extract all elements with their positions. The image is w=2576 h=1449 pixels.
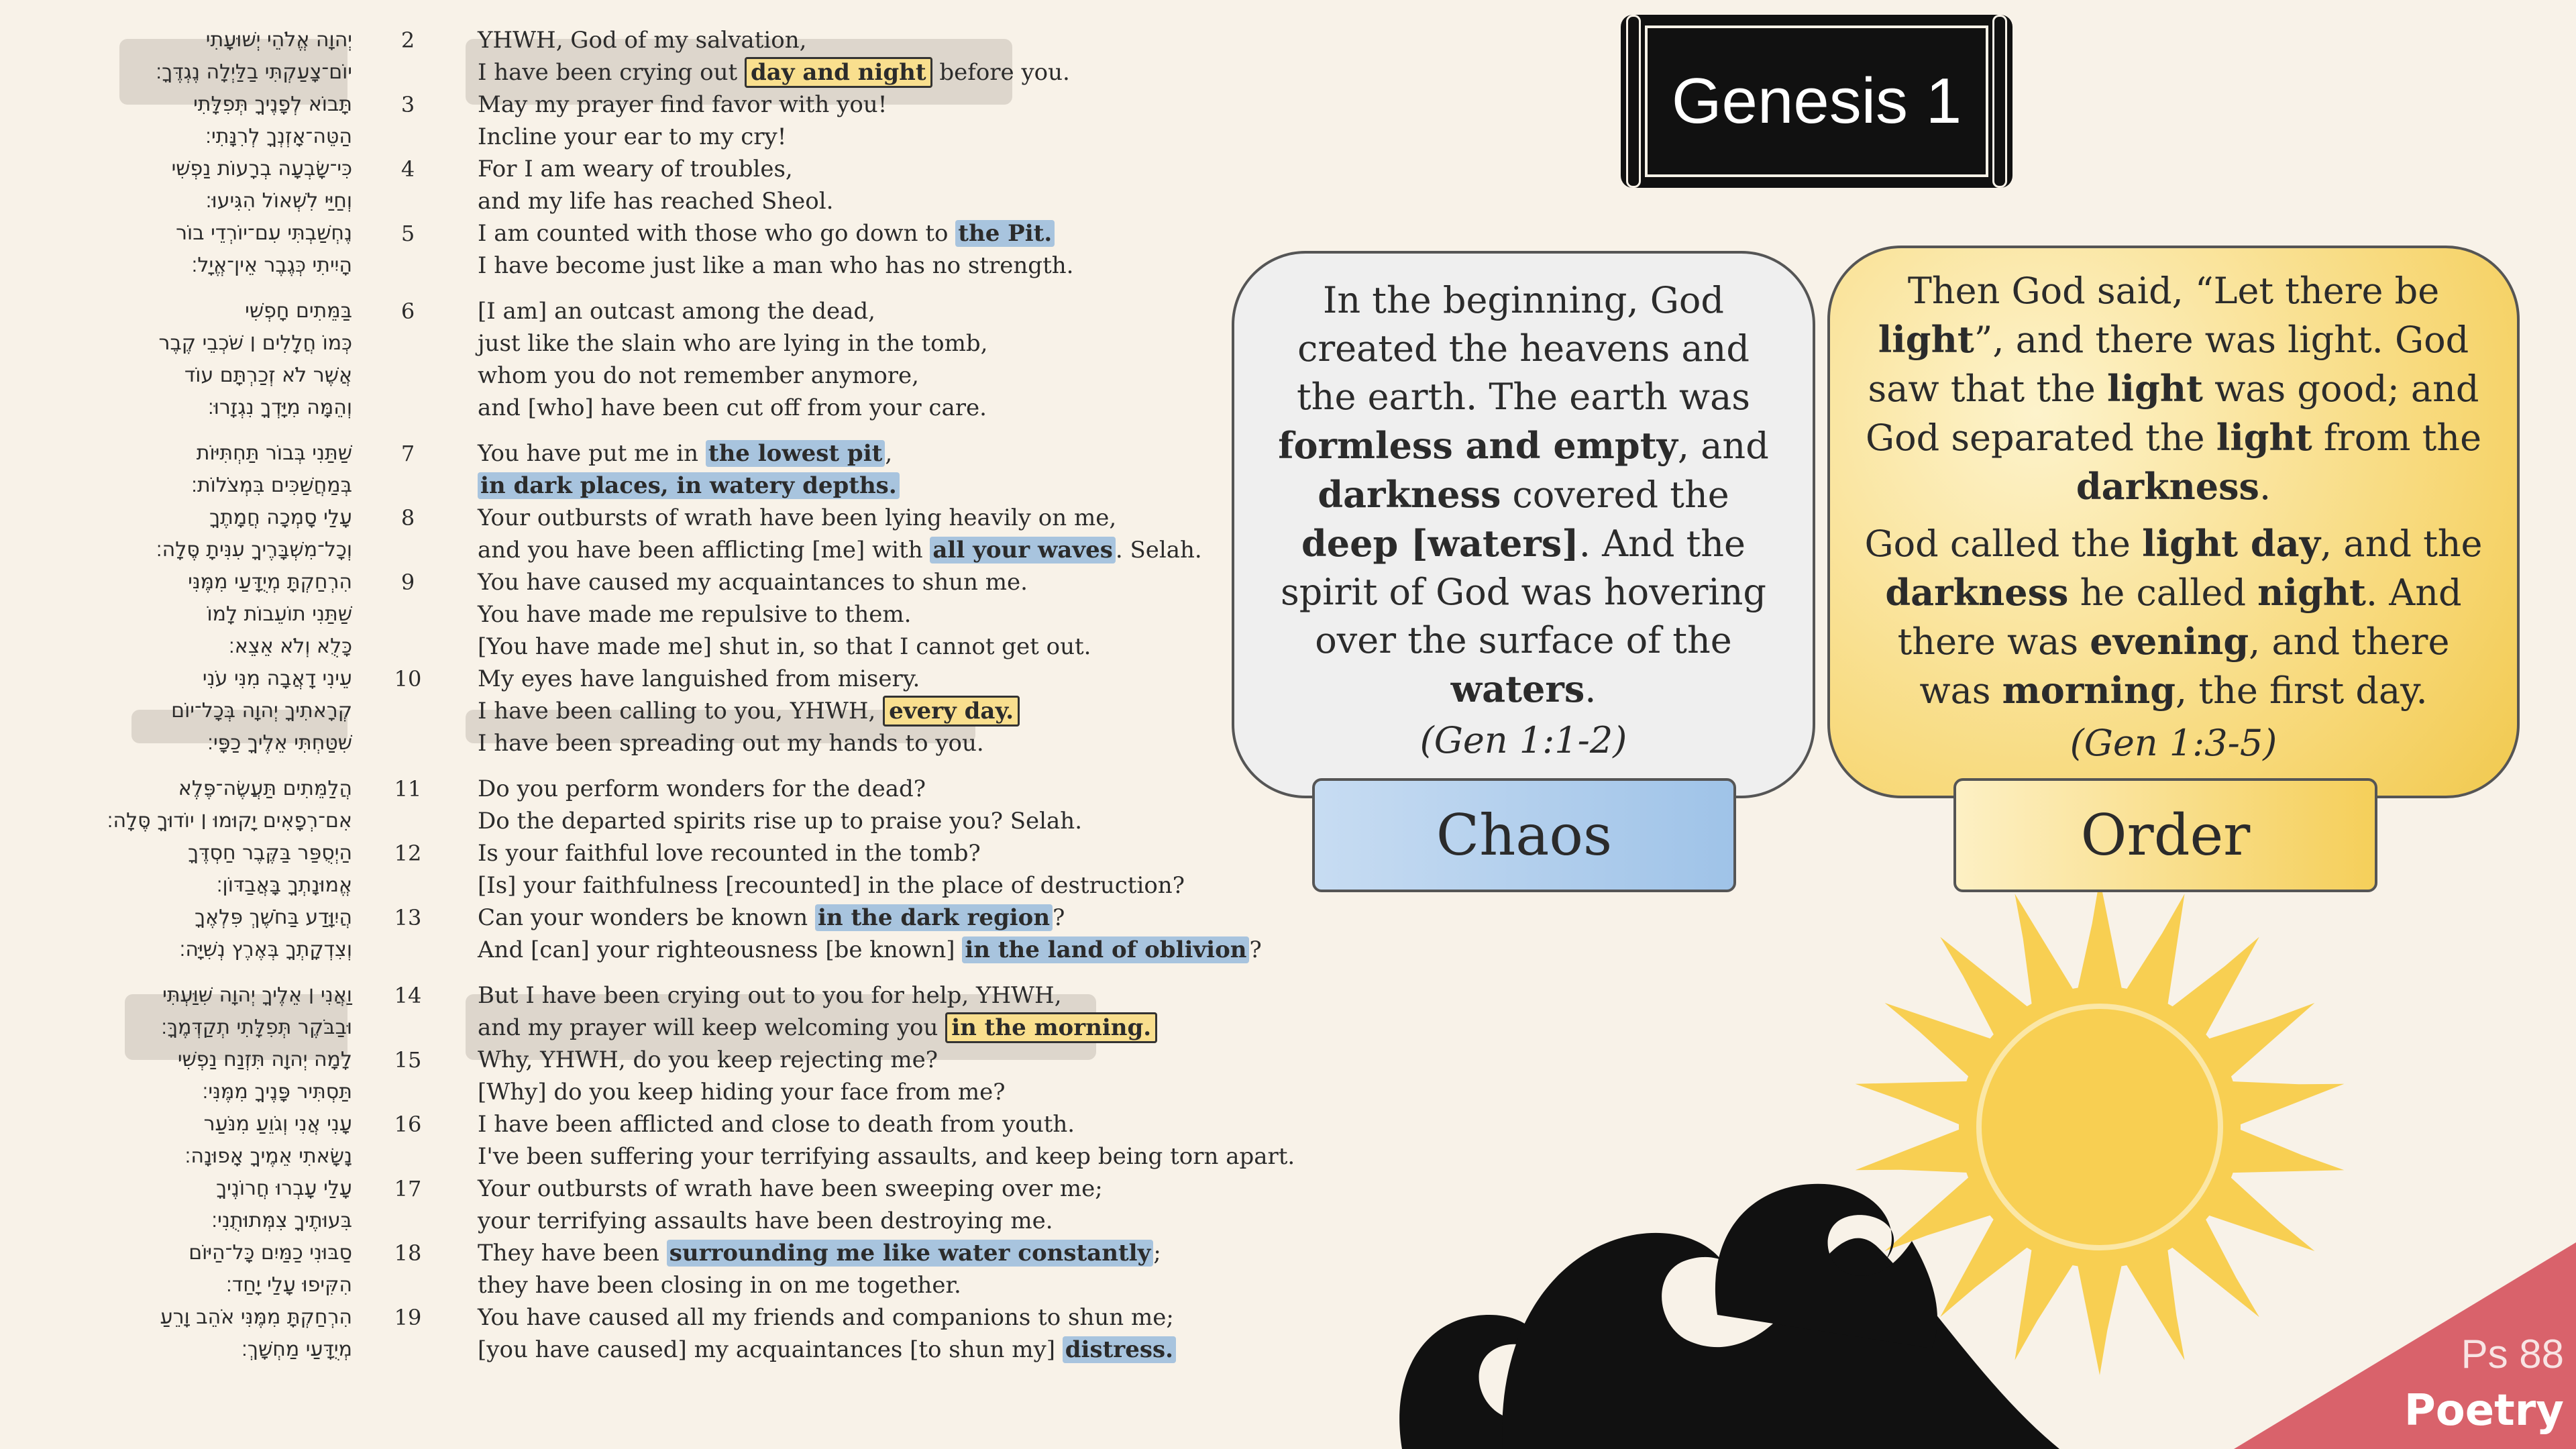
text-segment: . And the spirit of God was hovering over the surface of the — [1280, 523, 1767, 661]
emphasized-word: light — [1878, 318, 1974, 361]
genesis-title-scroll — [1621, 15, 2012, 188]
verse-number: 19 — [394, 1305, 422, 1330]
text-segment: I have been calling to you, YHWH, — [478, 698, 883, 724]
text-segment: and you have been afflicting [me] with — [478, 537, 930, 564]
text-segment: God called the — [1864, 523, 2143, 565]
hebrew-line: נֶחְשַׁבְתִּי עִם־יוֹרְדֵי בוֹר — [176, 221, 352, 245]
text-segment: they have been closing in on me together. — [478, 1272, 961, 1299]
text-segment: . — [1585, 668, 1597, 710]
emphasized-word: light — [2216, 416, 2312, 459]
text-segment: For I am weary of troubles, — [478, 156, 793, 182]
highlighted-phrase: in dark places, in watery depths. — [478, 472, 900, 499]
verse-number: 5 — [400, 221, 415, 246]
verse-number: 17 — [394, 1176, 422, 1201]
verse-number: 11 — [394, 776, 422, 802]
text-segment: Your outbursts of wrath have been sweeping over me; — [478, 1175, 1103, 1202]
text-segment: from the — [2312, 417, 2482, 459]
text-segment: But I have been crying out to you for help, YHWH, — [478, 982, 1062, 1009]
text-segment: Can your wonders be known — [478, 904, 815, 931]
emphasized-word: waters — [1450, 667, 1585, 710]
order-reference: (Gen 1:3-5) — [2070, 722, 2277, 764]
text-segment: [Why] do you keep hiding your face from me? — [478, 1079, 1006, 1106]
verse-number: 9 — [400, 570, 415, 595]
hebrew-line: עֵינִי דָאֲבָה מִנִּי עֹנִי — [202, 667, 352, 690]
text-segment: Why, YHWH, do you keep rejecting me? — [478, 1046, 938, 1073]
hebrew-line: וְהֵמָּה מִיָּדְךָ נִגְזָרוּ׃ — [207, 396, 352, 419]
hebrew-line: אֱמוּנָתְךָ בָּאֲבַדּוֹן׃ — [216, 873, 352, 897]
verse-number: 13 — [394, 905, 422, 930]
emphasized-word: darkness — [1318, 473, 1501, 516]
hebrew-line: נָשָׂאתִי אֵמֶיךָ אָפוּנָה׃ — [184, 1144, 352, 1168]
text-segment: [You have made me] shut in, so that I cannot get out. — [478, 633, 1091, 660]
text-segment: They have been — [478, 1240, 667, 1267]
text-segment: Incline your ear to my cry! — [478, 123, 787, 150]
text-segment: ? — [1249, 936, 1262, 963]
hebrew-line: וּבַבֹּקֶר תְּפִלָּתִי תְקַדְּמֶךָּ׃ — [161, 1016, 352, 1039]
hebrew-line: שִׁטַּחְתִּי אֵלֶיךָ כַפָּי׃ — [207, 731, 352, 755]
highlighted-phrase: the Pit. — [955, 220, 1055, 247]
highlighted-phrase: in the morning. — [945, 1012, 1157, 1043]
highlighted-phrase: in the dark region — [815, 904, 1053, 931]
verse-number: 8 — [400, 505, 415, 531]
hebrew-line: כָּלֻא וְלֹא אֵצֵא׃ — [228, 635, 352, 658]
text-segment: covered the — [1501, 474, 1729, 516]
hebrew-line: וַאֲנִי ׀ אֵלֶיךָ יְהוָה שִׁוַּעְתִּי — [162, 983, 352, 1007]
hebrew-line: יְהוָה אֱלֹהֵי יְשׁוּעָתִי — [205, 28, 352, 52]
text-segment: In the beginning, God created the heavens and the earth. The earth was — [1296, 279, 1751, 418]
hebrew-line: יוֹם־צָעַקְתִּי בַלַּיְלָה נֶגְדֶּךָ׃ — [156, 60, 352, 84]
emphasized-word: darkness — [1885, 571, 2069, 614]
emphasized-word: darkness — [2076, 465, 2259, 508]
text-segment: I've been suffering your terrifying assaults, and keep being torn apart. — [478, 1143, 1295, 1170]
text-segment: You have put me in — [478, 440, 706, 467]
text-segment: [you have caused] my acquaintances [to shun my] — [478, 1336, 1063, 1363]
text-segment: ; — [1153, 1240, 1161, 1267]
emphasized-word: night — [2257, 571, 2366, 614]
emphasized-word: evening — [2090, 620, 2249, 663]
order-text — [1830, 511, 2517, 715]
highlighted-phrase: distress. — [1063, 1336, 1176, 1363]
text-segment: Is your faithful love recounted in the tomb? — [478, 840, 981, 867]
text-segment: You have caused my acquaintances to shun me. — [478, 569, 1028, 596]
hebrew-line: עָלַי עָבְרוּ חֲרוֹנֶיךָ — [216, 1177, 352, 1200]
text-segment: before you. — [932, 59, 1070, 86]
hebrew-line: וְכָל־מִשְׁבָּרֶיךָ עִנִּיתָ סֶּלָה׃ — [156, 538, 352, 561]
highlighted-phrase: in the land of oblivion — [962, 936, 1249, 963]
text-segment: , and — [1677, 425, 1769, 467]
emphasized-word: formless and empty — [1278, 424, 1678, 467]
text-segment: and [who] have been cut off from your care. — [478, 394, 987, 421]
text-segment: , and the — [2320, 523, 2483, 565]
hebrew-line: תַּסְתִּיר פָּנֶיךָ מִמֶּנִּי׃ — [202, 1080, 352, 1104]
genre-label: Poetry — [2404, 1386, 2564, 1436]
text-segment: You have made me repulsive to them. — [478, 601, 912, 628]
verse-number: 6 — [400, 299, 415, 324]
highlighted-phrase: surrounding me like water constantly — [667, 1240, 1154, 1267]
text-segment: ”, and there was light. God saw that the — [1868, 319, 2469, 410]
verse-number: 10 — [394, 666, 422, 692]
text-segment: And [can] your righteousness [be known] — [478, 936, 963, 963]
order-text — [1830, 248, 2517, 511]
order-card — [1827, 246, 2520, 798]
verse-number: 18 — [394, 1240, 422, 1266]
hebrew-line: בַּמֵּתִים חָפְשִׁי — [245, 299, 352, 323]
hebrew-line: וְצִדְקָתְךָ בְּאֶרֶץ נְשִׁיָּה׃ — [179, 938, 352, 961]
hebrew-line: מְיֻדָּעַי מַחְשָׁךְ׃ — [241, 1338, 352, 1361]
order-label: Order — [1953, 778, 2377, 892]
hebrew-line: הַיְסֻפַּר בַּקֶּבֶר חַסְדֶּךָ — [188, 841, 352, 865]
hebrew-line: סַבּוּנִי כַמַּיִם כָּל־הַיּוֹם — [189, 1241, 352, 1265]
hebrew-line: הִרְחַקְתָּ מְיֻדָּעַי מִמֶּנִּי — [188, 570, 352, 594]
chaos-label: Chaos — [1312, 778, 1736, 892]
verse-number: 12 — [394, 841, 422, 866]
hebrew-line: הֲלַמֵּתִים תַּעֲשֶׂה־פֶּלֶא — [178, 777, 352, 800]
text-segment: your terrifying assaults have been destroying me. — [478, 1208, 1053, 1234]
text-segment: just like the slain who are lying in the tomb, — [478, 330, 988, 357]
emphasized-word: light day — [2142, 522, 2321, 565]
hebrew-line: הָיִיתִי כְּגֶבֶר אֵין־אֱיָל׃ — [191, 254, 352, 277]
chaos-text — [1234, 254, 1813, 714]
text-segment: [Is] your faithfulness [recounted] in the place of destruction? — [478, 872, 1185, 899]
text-segment: ? — [1053, 904, 1065, 931]
chaos-reference: (Gen 1:1-2) — [1419, 719, 1627, 761]
emphasized-word: morning — [2002, 669, 2176, 712]
verse-number: 16 — [394, 1112, 422, 1137]
text-segment: , and there was — [1919, 621, 2450, 712]
text-segment: , — [885, 440, 893, 467]
sun-disk — [1959, 986, 2241, 1268]
highlighted-phrase: all your waves — [930, 537, 1115, 564]
hebrew-line: עָלַי סָמְכָה חֲמָתֶךָ — [209, 506, 352, 529]
hebrew-line: כְּמוֹ חֲלָלִים ׀ שֹׁכְבֵי קֶבֶר — [158, 331, 352, 355]
highlighted-phrase: every day. — [883, 696, 1020, 727]
verse-number: 15 — [394, 1047, 422, 1073]
page-title: Genesis 1 — [1671, 65, 1962, 137]
text-segment: whom you do not remember anymore, — [478, 362, 919, 389]
hebrew-line: תָּבוֹא לְפָנֶיךָ תְּפִלָּתִי — [193, 93, 352, 116]
hebrew-line: עָנִי אֲנִי וְגֹוֵעַ מִנֹּעַר — [203, 1112, 352, 1136]
hebrew-line: הִרְחַקְתָּ מִמֶּנִּי אֹהֵב וָרֵעַ — [160, 1305, 352, 1329]
verse-number: 4 — [400, 156, 415, 182]
highlighted-phrase: day and night — [745, 57, 932, 88]
hebrew-line: אֲשֶׁר לֹא זְכַרְתָּם עוֹד — [184, 364, 352, 387]
text-segment: , the first day. — [2176, 669, 2428, 712]
emphasized-word: light — [2106, 367, 2203, 410]
emphasized-word: deep [waters] — [1301, 522, 1579, 565]
verse-number: 3 — [400, 92, 415, 117]
text-segment: . Selah. — [1115, 537, 1202, 564]
hebrew-line: וְחַיַּי לִשְׁאוֹל הִגִּיעוּ׃ — [205, 189, 352, 213]
hebrew-line: שַׁתַּנִי בְּבוֹר תַּחְתִּיּוֹת — [196, 441, 352, 465]
text-segment: . — [2259, 466, 2271, 508]
text-segment: I have been spreading out my hands to you. — [478, 730, 984, 757]
verse-number: 2 — [400, 28, 415, 53]
text-segment: I have become just like a man who has no strength. — [478, 252, 1074, 279]
text-segment: Do the departed spirits rise up to praise you? Selah. — [478, 808, 1083, 835]
text-segment: he called — [2068, 572, 2258, 614]
verse-number: 7 — [400, 441, 415, 466]
text-segment: I am counted with those who go down to — [478, 220, 956, 247]
verse-number: 14 — [394, 983, 422, 1008]
text-segment: My eyes have languished from misery. — [478, 665, 920, 692]
highlighted-phrase: the lowest pit — [706, 440, 885, 467]
hebrew-line: בִּעוּתֶיךָ צִמְּתוּתֻנִי׃ — [211, 1209, 352, 1232]
hebrew-line: אִם־רְפָאִים יָקוּמוּ ׀ יוֹדוּךָ סֶּלָה׃ — [107, 809, 352, 833]
hebrew-line: הַטֵּה־אָזְנְךָ לְרִנָּתִי׃ — [205, 125, 352, 148]
text-segment: and my prayer will keep welcoming you — [478, 1014, 946, 1041]
text-segment: YHWH, God of my salvation, — [478, 27, 807, 54]
psalm-reference: Ps 88 — [2461, 1332, 2564, 1377]
text-segment: I have been crying out — [478, 59, 745, 86]
text-segment: was good; and God separated the — [1865, 368, 2479, 459]
text-segment: You have caused all my friends and companions to shun me; — [478, 1304, 1174, 1331]
hebrew-line: לָמָה יְהוָה תִּזְנַח נַפְשִׁי — [177, 1048, 352, 1071]
chaos-card — [1232, 251, 1815, 798]
hebrew-line: שַׁתַּנִי תוֹעֵבוֹת לָמוֹ — [207, 602, 352, 626]
text-segment: [I am] an outcast among the dead, — [478, 298, 875, 325]
hebrew-line: קְרָאתִיךָ יְהוָה בְּכָל־יוֹם — [171, 699, 352, 722]
text-segment: I have been afflicted and close to death from youth. — [478, 1111, 1075, 1138]
text-segment: Your outbursts of wrath have been lying heavily on me, — [478, 504, 1117, 531]
text-segment: and my life has reached Sheol. — [478, 188, 834, 215]
text-segment: . And there was — [1897, 572, 2462, 663]
hebrew-line: כִּי־שָׂבְעָה בְרָעוֹת נַפְשִׁי — [171, 157, 352, 180]
hebrew-line: הֲיִוָּדַע בַּחֹשֶׁךְ פִּלְאֶךָ — [195, 906, 352, 929]
text-segment: May my prayer find favor with you! — [478, 91, 888, 118]
hebrew-line: הִקִּיפוּ עָלַי יָחַד׃ — [226, 1273, 352, 1297]
text-segment: Do you perform wonders for the dead? — [478, 775, 926, 802]
text-segment: Then God said, “Let there be — [1907, 270, 2440, 312]
hebrew-line: בְּמַחֲשַׁכִּים בִּמְצֹלוֹת׃ — [191, 474, 352, 497]
